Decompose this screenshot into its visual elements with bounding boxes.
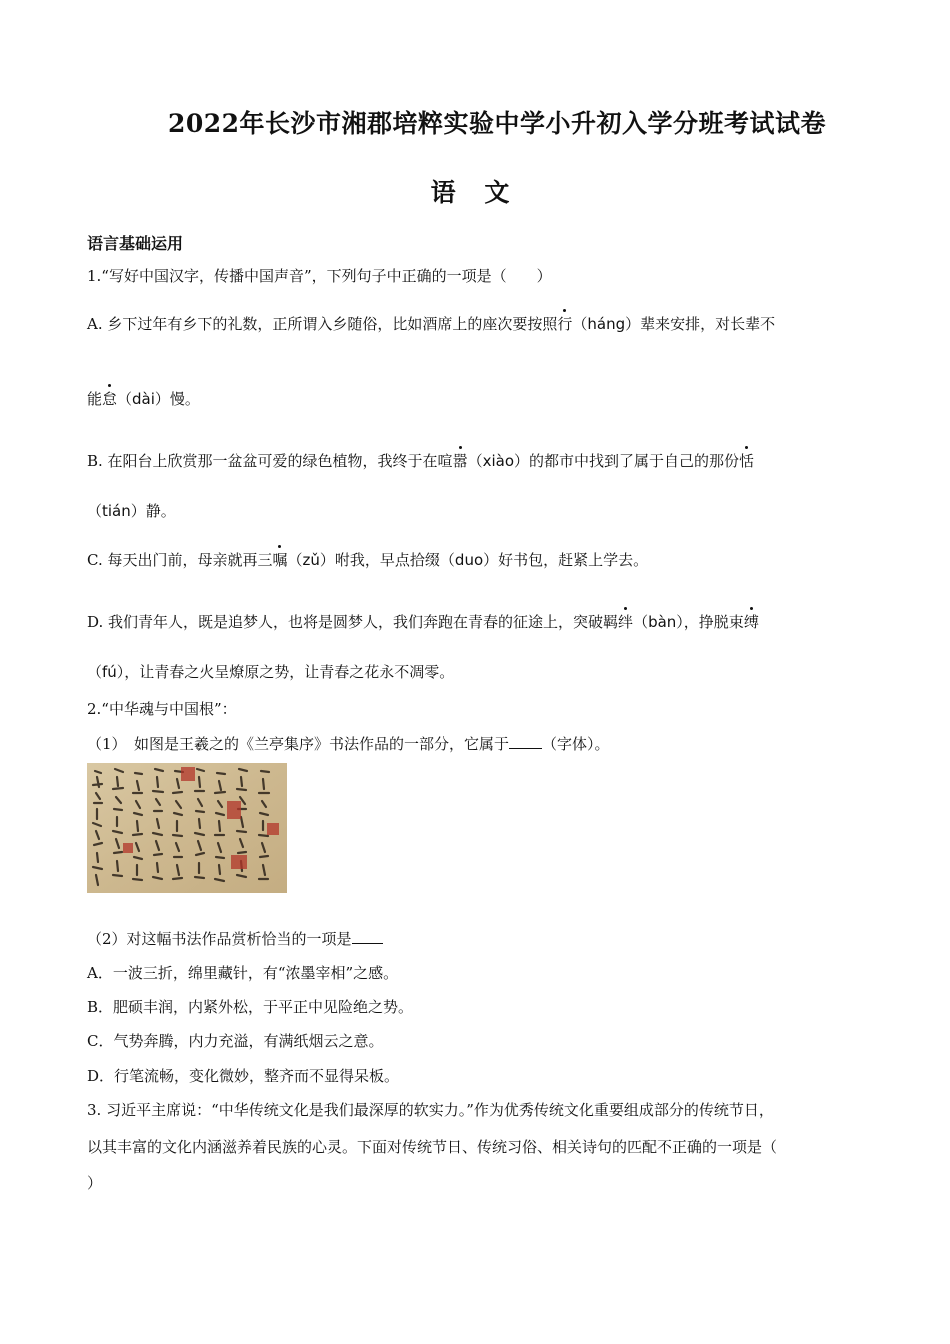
text: 辈来安排，对长辈不 — [640, 315, 776, 333]
pinyin: （tián） — [87, 502, 146, 520]
dotted-char: 绊 — [618, 613, 634, 631]
q1-option-d-line2 — [87, 661, 454, 682]
text: （2）对这幅书法作品赏析恰当的一项是 — [87, 930, 352, 948]
pinyin: （háng） — [572, 315, 641, 333]
text: A. 乡下过年有乡下的礼数，正所谓入乡随俗，比如酒席上的座次要按照 — [87, 315, 558, 333]
text: 静。 — [145, 502, 176, 520]
text: B. 在阳台上欣赏那一盆盆可爱的绿色植物，我终于在喧 — [87, 452, 453, 470]
q3-line2: 以其丰富的文化内涵滋养着民族的心灵。下面对传统节日、传统习俗、相关诗句的匹配不正确的一项是（ — [87, 1138, 778, 1156]
dotted-char: 恬 — [739, 452, 755, 470]
q2-option-a: A．一波三折，绵里藏针，有“浓墨宰相”之感。 — [87, 964, 399, 982]
pinyin: （fú） — [87, 663, 125, 681]
pinyin: （bàn） — [633, 613, 684, 631]
section-heading: 语言基础运用 — [87, 234, 184, 253]
pinyin: （xiào） — [467, 452, 529, 470]
text: 咐我，早点拾 — [334, 551, 425, 569]
q1-option-c — [87, 549, 648, 570]
dotted-char: 行 — [557, 315, 573, 333]
pinyin: （zǔ） — [287, 551, 335, 569]
text: 的都市中找到了属于自己的那份 — [529, 452, 740, 470]
q2-sub1 — [87, 733, 610, 754]
text: 好书包，赶紧上学去。 — [498, 551, 649, 569]
q2-sub2 — [87, 928, 383, 949]
dotted-char: 嚣 — [452, 452, 468, 470]
char: 缀 — [424, 551, 440, 569]
q1-option-a-line1 — [87, 313, 775, 334]
q1-stem: 1.“写好中国汉字，传播中国声音”，下列句子中正确的一项是（ ） — [87, 267, 552, 285]
text: D. 我们青年人，既是追梦人，也将是圆梦人，我们奔跑在青春的征途上，突破羁 — [87, 613, 619, 631]
calligraphy-image — [87, 763, 287, 893]
answer-blank — [509, 734, 542, 749]
text: 能 — [87, 390, 103, 408]
q2-option-b: B．肥硕丰润，内紧外松，于平正中见险绝之势。 — [87, 998, 414, 1016]
text: ，让青春之火呈燎原之势，让青春之花永不凋零。 — [124, 663, 455, 681]
text: （字体）。 — [542, 735, 610, 753]
q3-line3: ） — [87, 1174, 103, 1192]
text: ，挣脱束 — [683, 613, 744, 631]
text: （1） 如图是王羲之的《兰亭集序》书法作品的一部分，它属于 — [87, 735, 510, 753]
dotted-char: 嘱 — [272, 551, 288, 569]
q1-option-b-line2 — [87, 500, 176, 521]
exam-title: 2022年长沙市湘郡培粹实验中学小升初入学分班考试试卷 — [167, 109, 827, 138]
text: 慢。 — [169, 390, 200, 408]
q2-option-c: C．气势奔腾，内力充溢，有满纸烟云之意。 — [87, 1032, 384, 1050]
dotted-char: 缚 — [743, 613, 759, 631]
q1-option-b-line1 — [87, 450, 754, 471]
subject-heading: 语 文 — [430, 178, 520, 207]
dotted-char: 怠 — [102, 390, 118, 408]
q1-option-a-line2 — [87, 388, 200, 409]
q2-stem: 2.“中华魂与中国根”： — [87, 700, 237, 718]
q3-line1: 3. 习近平主席说：“中华传统文化是我们最深厚的软实力。”作为优秀传统文化重要组成部分的传统节日， — [87, 1101, 774, 1119]
calligraphy-scroll — [87, 763, 287, 893]
pinyin: （dài） — [117, 390, 170, 408]
answer-blank — [352, 929, 383, 944]
q1-option-d-line1 — [87, 611, 759, 632]
text: C. 每天出门前，母亲就再三 — [87, 551, 273, 569]
q2-option-d: D．行笔流畅，变化微妙，整齐而不显得呆板。 — [87, 1067, 400, 1085]
pinyin: （duo） — [439, 551, 499, 569]
